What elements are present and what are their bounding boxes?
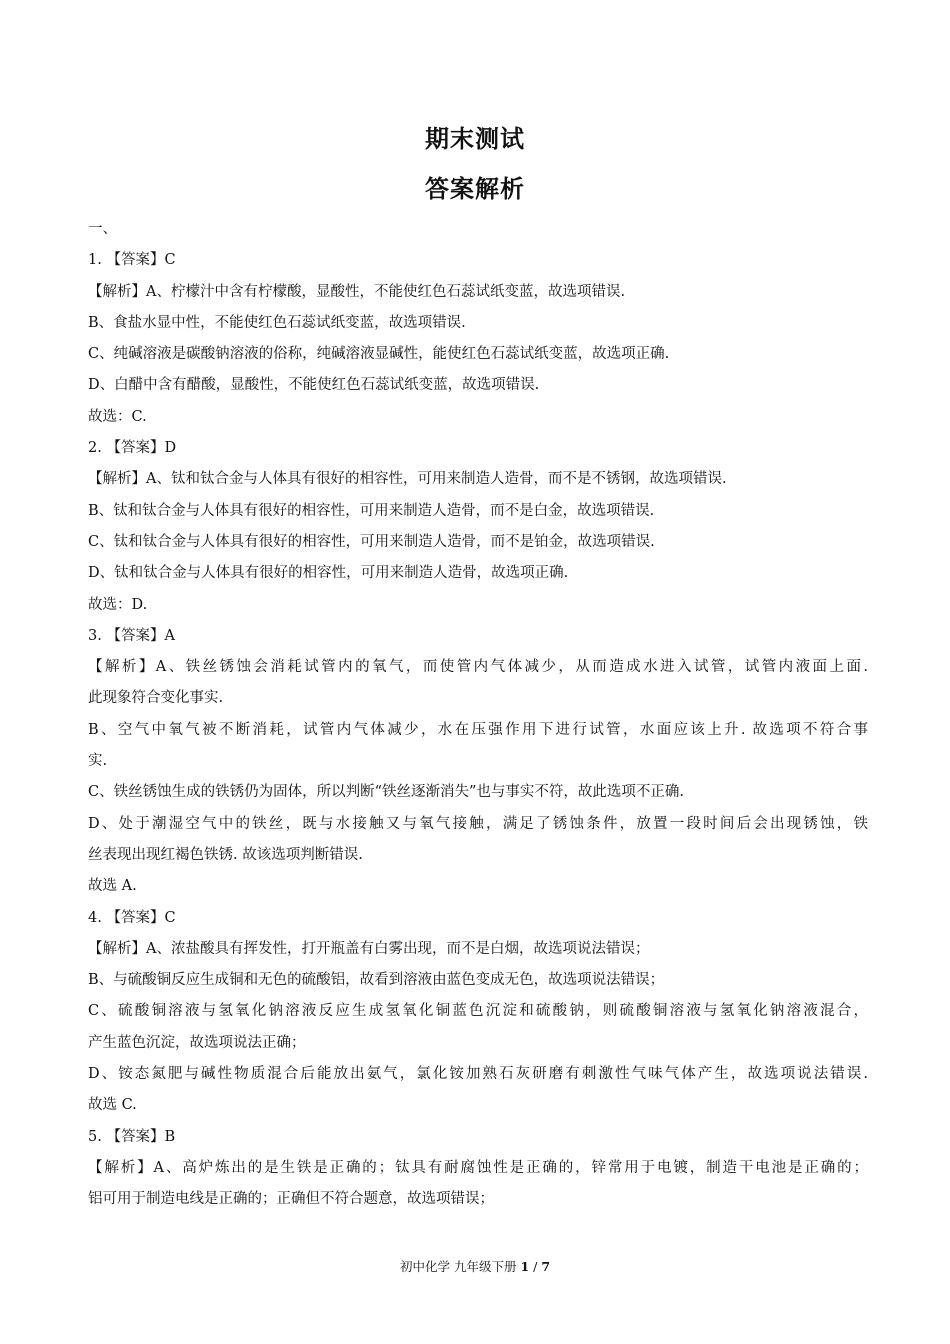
explanation-line: B、空气中氧气被不断消耗，试管内气体减少，水在压强作用下进行试管，水面应该上升. 故选项不符合事 <box>88 721 868 738</box>
answer-line: 1. 【答案】C <box>88 252 176 269</box>
explanation-line: C、硫酸铜溶液与氢氧化钠溶液反应生成氢氧化铜蓝色沉淀和硫酸钠，则硫酸铜溶液与氢氧化钠溶液混合， <box>88 1003 868 1020</box>
answer-line: 3. 【答案】A <box>88 627 175 644</box>
explanation-line: C、纯碱溶液是碳酸钠溶液的俗称，纯碱溶液显碱性，能使红色石蕊试纸变蓝，故选项正确. <box>88 346 670 363</box>
explanation-line: B、与硫酸铜反应生成铜和无色的硫酸铝，故看到溶液由蓝色变成无色，故选项说法错误； <box>88 972 665 989</box>
page-current: 1 <box>520 1259 530 1274</box>
explanation-line: 此现象符合变化事实. <box>88 690 224 707</box>
explanation-line: 铝可用于制造电线是正确的；正确但不符合题意，故选项错误； <box>88 1191 494 1208</box>
explanation-line: D、处于潮湿空气中的铁丝，既与水接触又与氧气接触，满足了锈蚀条件，放置一段时间后会出现锈蚀，铁 <box>88 815 868 832</box>
document-title: 期末测试 <box>425 125 525 153</box>
explanation-line: 丝表现出现红褐色铁锈. 故该选项判断错误. <box>88 846 363 863</box>
document-subtitle: 答案解析 <box>425 175 525 203</box>
explanation-line: C、铁丝锈蚀生成的铁锈仍为固体，所以判断“铁丝逐渐消失”也与事实不符，故此选项不正确. <box>88 784 685 801</box>
explanation-line: 产生蓝色沉淀，故选项说法正确； <box>88 1034 306 1051</box>
section-heading: 一、 <box>88 221 117 237</box>
explanation-line: 【解析】A、柠檬汁中含有柠檬酸，显酸性，不能使红色石蕊试纸变蓝，故选项错误. <box>88 283 626 300</box>
explanation-line: 【解析】A、钛和钛合金与人体具有很好的相容性，可用来制造人造骨，而不是不锈钢，故选项错误. <box>88 471 727 488</box>
answer-line: 2. 【答案】D <box>88 440 177 457</box>
page-footer <box>0 1257 950 1277</box>
explanation-line: D、铵态氮肥与碱性物质混合后能放出氨气，氯化铵加熟石灰研磨有刺激性气味气体产生，故选项说法错误. <box>88 1066 868 1083</box>
explanation-line: 【解析】A、高炉炼出的是生铁是正确的；钛具有耐腐蚀性是正确的，锌常用于电镀，制造干电池是正确的； <box>88 1159 868 1176</box>
answer-line: 5. 【答案】B <box>88 1128 176 1145</box>
explanation-line: D、白醋中含有醋酸，显酸性，不能使红色石蕊试纸变蓝，故选项错误. <box>88 377 540 394</box>
choice-line: 故选：C. <box>88 408 147 425</box>
explanation-line: 【解析】A、浓盐酸具有挥发性，打开瓶盖有白雾出现，而不是白烟，故选项说法错误； <box>88 940 650 957</box>
choice-line: 故选 A. <box>88 878 137 895</box>
choice-line: 故选 C. <box>88 1097 137 1114</box>
explanation-line: D、钛和钛合金与人体具有很好的相容性，可用来制造人造骨，故选项正确. <box>88 565 569 582</box>
page-total: 7 <box>541 1259 551 1274</box>
explanation-line: 【解析】A、铁丝锈蚀会消耗试管内的氧气，而使管内气体减少，从而造成水进入试管，试管内液面上面. <box>88 659 868 676</box>
page-separator: / <box>533 1259 538 1274</box>
choice-line: 故选：D. <box>88 596 148 613</box>
explanation-line: B、食盐水显中性，不能使红色石蕊试纸变蓝，故选项错误. <box>88 314 466 331</box>
explanation-line: B、钛和钛合金与人体具有很好的相容性，可用来制造人造骨，而不是白金，故选项错误. <box>88 502 655 519</box>
explanation-line: C、钛和钛合金与人体具有很好的相容性，可用来制造人造骨，而不是铂金，故选项错误. <box>88 533 655 550</box>
answer-line: 4. 【答案】C <box>88 909 176 926</box>
explanation-line: 实. <box>88 753 108 770</box>
footer-course: 初中化学 九年级下册 <box>399 1259 517 1274</box>
answer-content <box>88 214 868 1216</box>
